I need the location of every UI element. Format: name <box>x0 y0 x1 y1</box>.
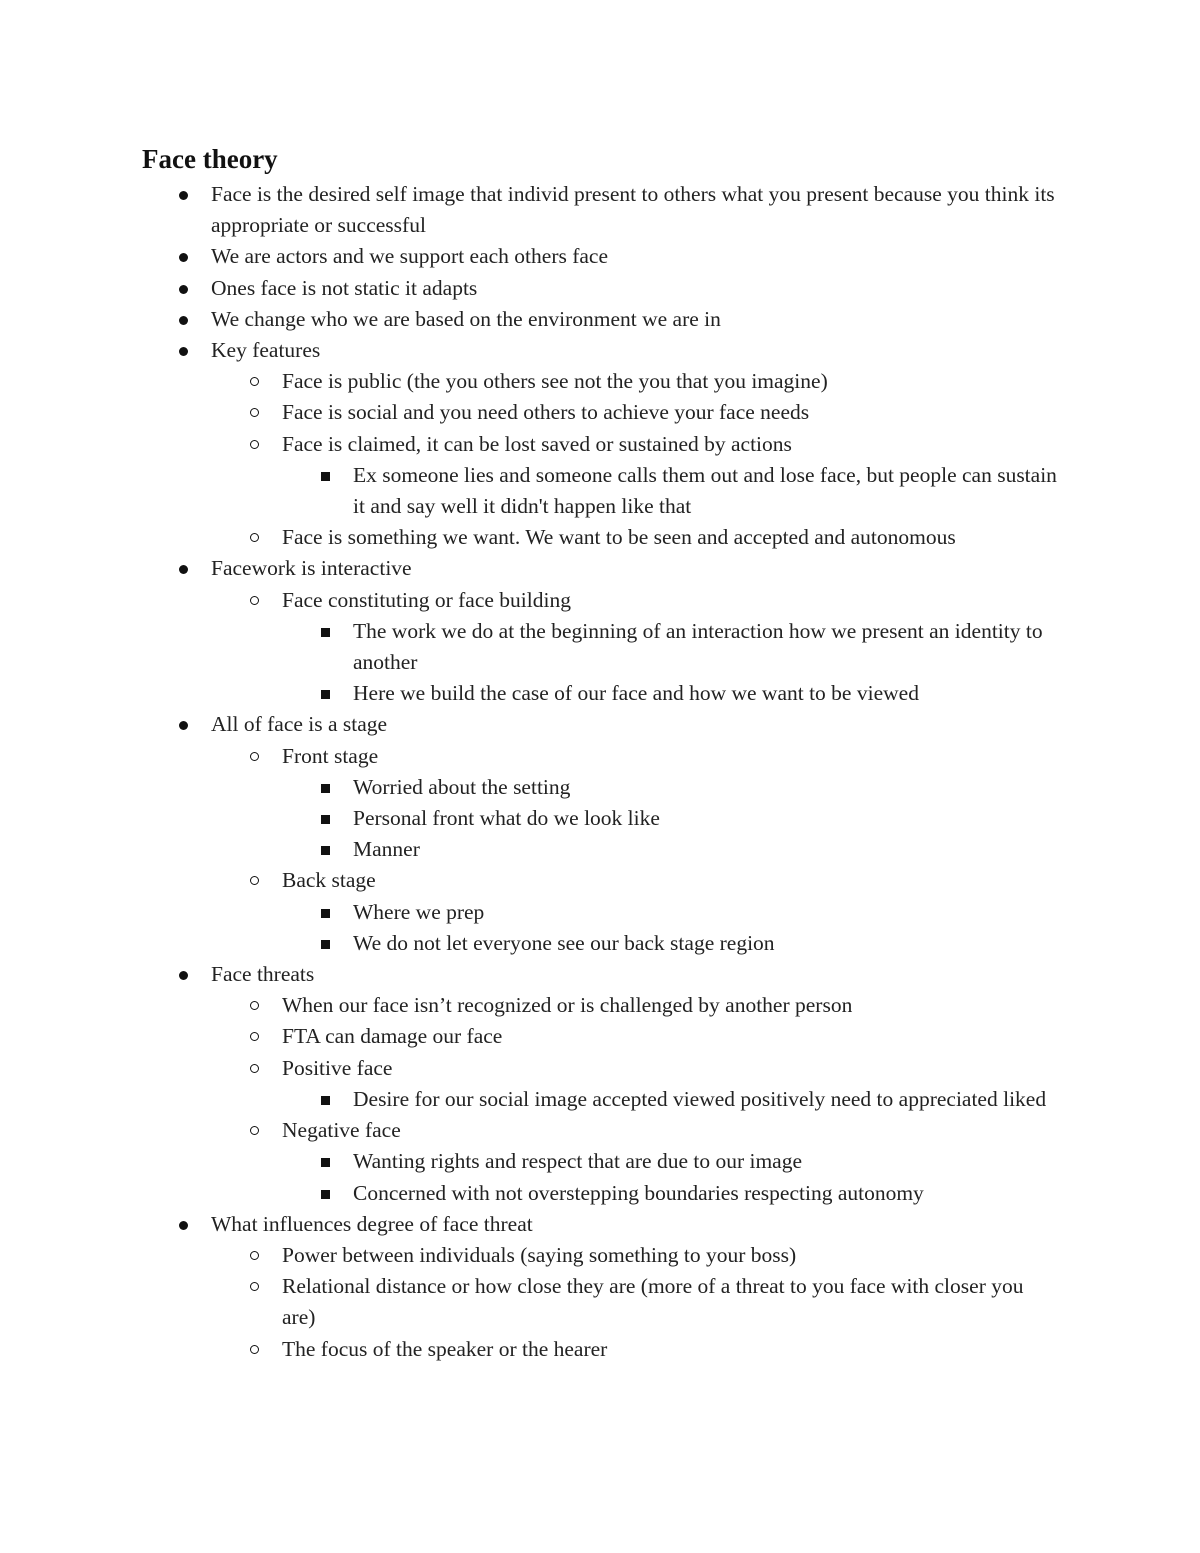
sub-list-item <box>0 522 1200 553</box>
list-item-text: Front stage <box>282 743 379 768</box>
list-item-text: Face is claimed, it can be lost saved or sustained by actions <box>282 431 792 456</box>
sub-list-item <box>0 990 1200 1021</box>
sub-sub-list-item <box>0 803 1200 834</box>
filled-circle-bullet-icon <box>179 191 188 200</box>
sub-list-item <box>0 1021 1200 1052</box>
sub-list-item <box>0 741 1200 772</box>
list-item-text: The work we do at the beginning of an interaction how we present an identity to another <box>353 618 1043 675</box>
list-item-text: Key features <box>211 338 321 363</box>
sub-sub-list-item <box>0 1084 1200 1115</box>
hollow-circle-bullet-icon <box>250 1345 259 1354</box>
sub-list-item <box>0 1271 1200 1333</box>
filled-circle-bullet-icon <box>179 253 188 262</box>
sub-list-item <box>0 1115 1200 1146</box>
sub-list-item <box>0 865 1200 896</box>
list-item <box>0 273 1200 304</box>
list-item <box>0 709 1200 740</box>
filled-square-bullet-icon <box>321 784 330 793</box>
list-item-text: Face is public (the you others see not the you that you imagine) <box>282 369 828 394</box>
filled-square-bullet-icon <box>321 1158 330 1167</box>
hollow-circle-bullet-icon <box>250 1064 259 1073</box>
hollow-circle-bullet-icon <box>250 596 259 605</box>
list-item <box>0 179 1200 241</box>
list-item-text: Face is something we want. We want to be seen and accepted and autonomous <box>282 525 956 550</box>
list-item-text: The focus of the speaker or the hearer <box>282 1336 608 1361</box>
hollow-circle-bullet-icon <box>250 533 259 542</box>
list-item <box>0 304 1200 335</box>
hollow-circle-bullet-icon <box>250 1032 259 1041</box>
filled-square-bullet-icon <box>321 846 330 855</box>
filled-square-bullet-icon <box>321 909 330 918</box>
sub-sub-list-item <box>0 834 1200 865</box>
sub-list-item <box>0 366 1200 397</box>
list-item-text: Positive face <box>282 1055 393 1080</box>
list-item-text: Wanting rights and respect that are due to our image <box>353 1149 803 1174</box>
list-item-text: FTA can damage our face <box>282 1024 503 1049</box>
list-item-text: Face is social and you need others to achieve your face needs <box>282 400 810 425</box>
list-item-text: Where we prep <box>353 899 485 924</box>
list-item-text: Back stage <box>282 868 376 893</box>
sub-sub-list-item <box>0 616 1200 678</box>
list-item <box>0 241 1200 272</box>
list-item-text: Ones face is not static it adapts <box>211 275 478 300</box>
hollow-circle-bullet-icon <box>250 377 259 386</box>
hollow-circle-bullet-icon <box>250 440 259 449</box>
list-item-text: Negative face <box>282 1118 401 1143</box>
sub-list-item <box>0 397 1200 428</box>
list-item-text: When our face isn’t recognized or is challenged by another person <box>282 993 853 1018</box>
list-item-text: Concerned with not overstepping boundaries respecting autonomy <box>353 1180 924 1205</box>
filled-square-bullet-icon <box>321 940 330 949</box>
sub-sub-list-item <box>0 678 1200 709</box>
list-item-text: Here we build the case of our face and how we want to be viewed <box>353 681 919 706</box>
list-item-text: Power between individuals (saying something to your boss) <box>282 1242 797 1267</box>
sub-list-item <box>0 1240 1200 1271</box>
filled-circle-bullet-icon <box>179 971 188 980</box>
list-item-text: We change who we are based on the environment we are in <box>211 306 721 331</box>
list-item-text: Face threats <box>211 962 315 987</box>
list-item-text: Face constituting or face building <box>282 587 571 612</box>
filled-circle-bullet-icon <box>179 285 188 294</box>
sub-sub-list-item <box>0 928 1200 959</box>
filled-square-bullet-icon <box>321 690 330 699</box>
sub-list-item <box>0 429 1200 460</box>
list-item <box>0 959 1200 990</box>
filled-square-bullet-icon <box>321 628 330 637</box>
filled-square-bullet-icon <box>321 1096 330 1105</box>
filled-square-bullet-icon <box>321 815 330 824</box>
sub-list-item <box>0 1334 1200 1365</box>
filled-circle-bullet-icon <box>179 347 188 356</box>
list-item <box>0 553 1200 584</box>
filled-square-bullet-icon <box>321 472 330 481</box>
filled-circle-bullet-icon <box>179 1221 188 1230</box>
filled-circle-bullet-icon <box>179 721 188 730</box>
list-item-text: Face is the desired self image that individ present to others what you present because you think its appropriate or successful <box>211 182 1055 238</box>
filled-circle-bullet-icon <box>179 565 188 574</box>
list-item-text: We are actors and we support each others face <box>211 244 609 269</box>
list-item-text: Personal front what do we look like <box>353 806 660 831</box>
hollow-circle-bullet-icon <box>250 752 259 761</box>
hollow-circle-bullet-icon <box>250 876 259 885</box>
filled-square-bullet-icon <box>321 1190 330 1199</box>
list-item-text: Ex someone lies and someone calls them out and lose face, but people can sustain it and say well it didn't happen like that <box>353 462 1057 519</box>
notes-list <box>0 179 1200 1365</box>
list-item-text: All of face is a stage <box>211 712 388 737</box>
hollow-circle-bullet-icon <box>250 1282 259 1291</box>
sub-sub-list-item <box>0 1178 1200 1209</box>
sub-sub-list-item <box>0 897 1200 928</box>
sub-sub-list-item <box>0 460 1200 522</box>
hollow-circle-bullet-icon <box>250 1251 259 1260</box>
sub-list-item <box>0 585 1200 616</box>
page-title: Face theory <box>142 144 278 174</box>
hollow-circle-bullet-icon <box>250 1001 259 1010</box>
filled-circle-bullet-icon <box>179 316 188 325</box>
list-item-text: We do not let everyone see our back stage region <box>353 930 775 955</box>
hollow-circle-bullet-icon <box>250 408 259 417</box>
sub-sub-list-item <box>0 772 1200 803</box>
list-item-text: Desire for our social image accepted viewed positively need to appreciated liked <box>353 1086 1047 1111</box>
hollow-circle-bullet-icon <box>250 1126 259 1135</box>
list-item-text: Relational distance or how close they are (more of a threat to you face with closer you are) <box>282 1274 1024 1330</box>
list-item-text: What influences degree of face threat <box>211 1211 533 1236</box>
list-item-text: Facework is interactive <box>211 556 412 581</box>
list-item-text: Manner <box>353 837 420 862</box>
sub-list-item <box>0 1053 1200 1084</box>
list-item <box>0 1209 1200 1240</box>
list-item-text: Worried about the setting <box>353 774 571 799</box>
list-item <box>0 335 1200 366</box>
sub-sub-list-item <box>0 1146 1200 1177</box>
